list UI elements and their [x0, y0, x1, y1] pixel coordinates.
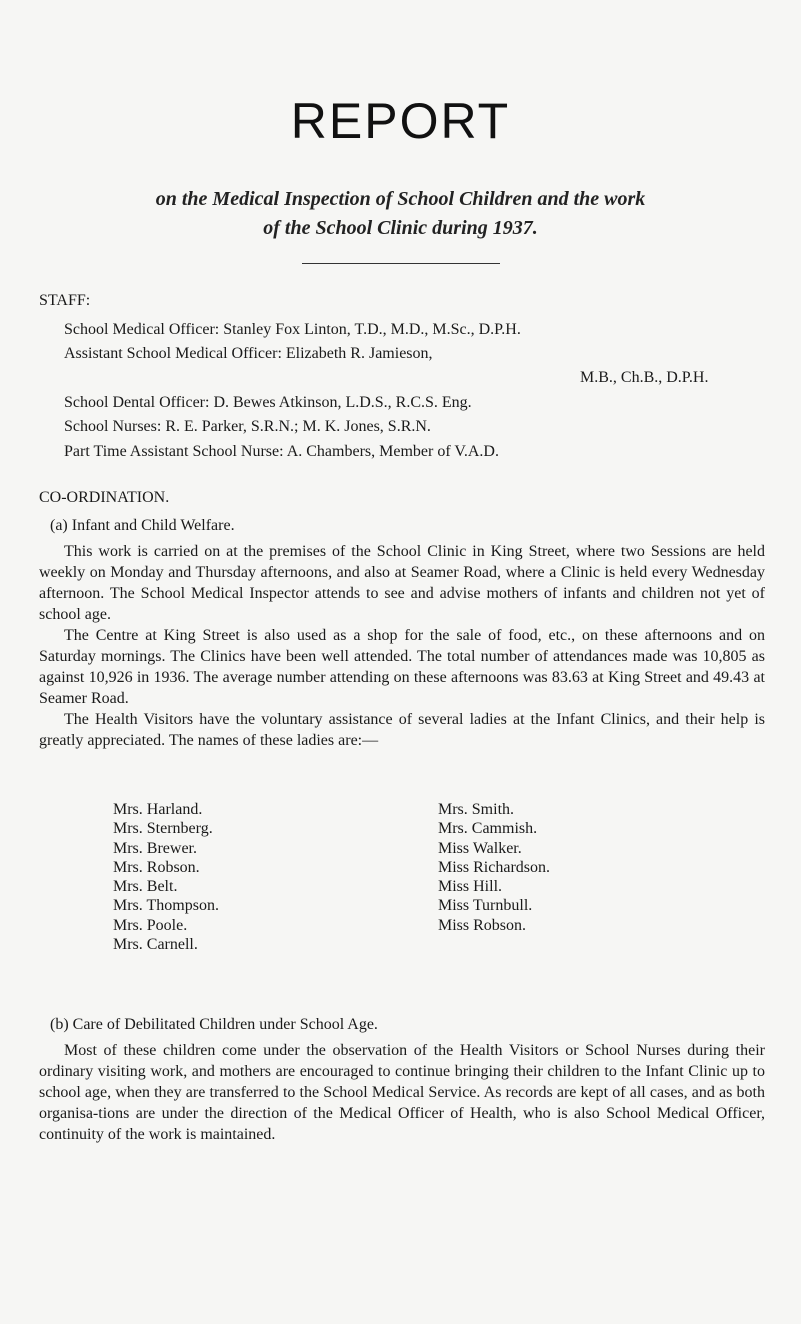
paragraph-a3: The Health Visitors have the voluntary assistance of several ladies at the Infant Clinics, and their help is greatly appreciated. The names of these ladies are:—: [39, 711, 765, 749]
title-divider: [302, 263, 500, 264]
staff-line-3: M.B., Ch.B., D.P.H.: [580, 369, 709, 386]
volunteer-name: Miss Walker.: [438, 839, 522, 857]
volunteer-name: Mrs. Belt.: [113, 878, 178, 896]
volunteer-name: Mrs. Carnell.: [113, 936, 198, 954]
coordination-heading: CO-ORDINATION.: [39, 489, 170, 506]
volunteer-name: Mrs. Sternberg.: [113, 820, 213, 838]
volunteer-name: Mrs. Cammish.: [438, 820, 538, 838]
subsection-a-heading: (a) Infant and Child Welfare.: [50, 517, 235, 534]
volunteer-name: Mrs. Poole.: [113, 916, 188, 934]
volunteer-name: Miss Robson.: [438, 916, 527, 934]
report-title: REPORT: [290, 93, 511, 149]
volunteer-name: Mrs. Brewer.: [113, 839, 197, 857]
staff-line-5: School Nurses: R. E. Parker, S.R.N.; M. K. Jones, S.R.N.: [64, 418, 431, 435]
volunteer-names-right: [438, 800, 550, 935]
volunteer-name: Miss Hill.: [438, 878, 503, 896]
volunteer-name: Mrs. Thompson.: [113, 897, 219, 915]
volunteer-name: Mrs. Robson.: [113, 858, 200, 876]
subtitle-line-2: of the School Clinic during 1937.: [263, 217, 538, 239]
subsection-b-heading: (b) Care of Debilitated Children under School Age.: [50, 1016, 378, 1033]
staff-line-4: School Dental Officer: D. Bewes Atkinson, L.D.S., R.C.S. Eng.: [64, 394, 472, 411]
volunteer-name: Miss Richardson.: [438, 858, 550, 876]
subsection-b-body: [39, 1040, 765, 1145]
volunteer-name: Miss Turnbull.: [438, 897, 533, 915]
volunteer-name: Mrs. Harland.: [113, 801, 203, 818]
report-subtitle: [0, 185, 801, 243]
paragraph-a2: The Centre at King Street is also used as a shop for the sale of food, etc., on these afternoons and on Saturday mornings. The Clinics have been well attended. The total number of attendances made was 10,805 as against 10,926 in 1936. The average number attending on these afternoons was 83.63 at King Street and 49.43 at Seamer Road.: [39, 627, 765, 707]
paragraph-a1: This work is carried on at the premises of the School Clinic in King Street, where two Sessions are held weekly on Monday and Thursday afternoons, and also at Seamer Road, where a Clinic is held every Wednesday afternoon. The School Medical Inspector attends to see and advise mothers of infants and children not yet of school age.: [39, 543, 765, 623]
staff-line-2: Assistant School Medical Officer: Elizabeth R. Jamieson,: [64, 345, 433, 362]
staff-heading: STAFF:: [39, 292, 91, 309]
staff-line-6: Part Time Assistant School Nurse: A. Chambers, Member of V.A.D.: [64, 443, 499, 460]
subtitle-line-1: on the Medical Inspection of School Children and the work: [155, 188, 646, 210]
subsection-a-body: [39, 541, 765, 751]
volunteer-name: Mrs. Smith.: [438, 801, 515, 818]
paragraph-b1: Most of these children come under the observation of the Health Visitors or School Nurses during their ordinary visiting work, and mothers are encouraged to continue bringing their children to the Infant Clinic up to school age, when they are transferred to the School Medical Service. As records are kept of all cases, and as both organisa-tions are under the direction of the Medical Officer of Health, who is also School Medical Officer, continuity of the work is maintained.: [39, 1042, 765, 1143]
staff-line-1: School Medical Officer: Stanley Fox Linton, T.D., M.D., M.Sc., D.P.H.: [64, 321, 521, 338]
volunteer-names-left: [113, 800, 219, 954]
